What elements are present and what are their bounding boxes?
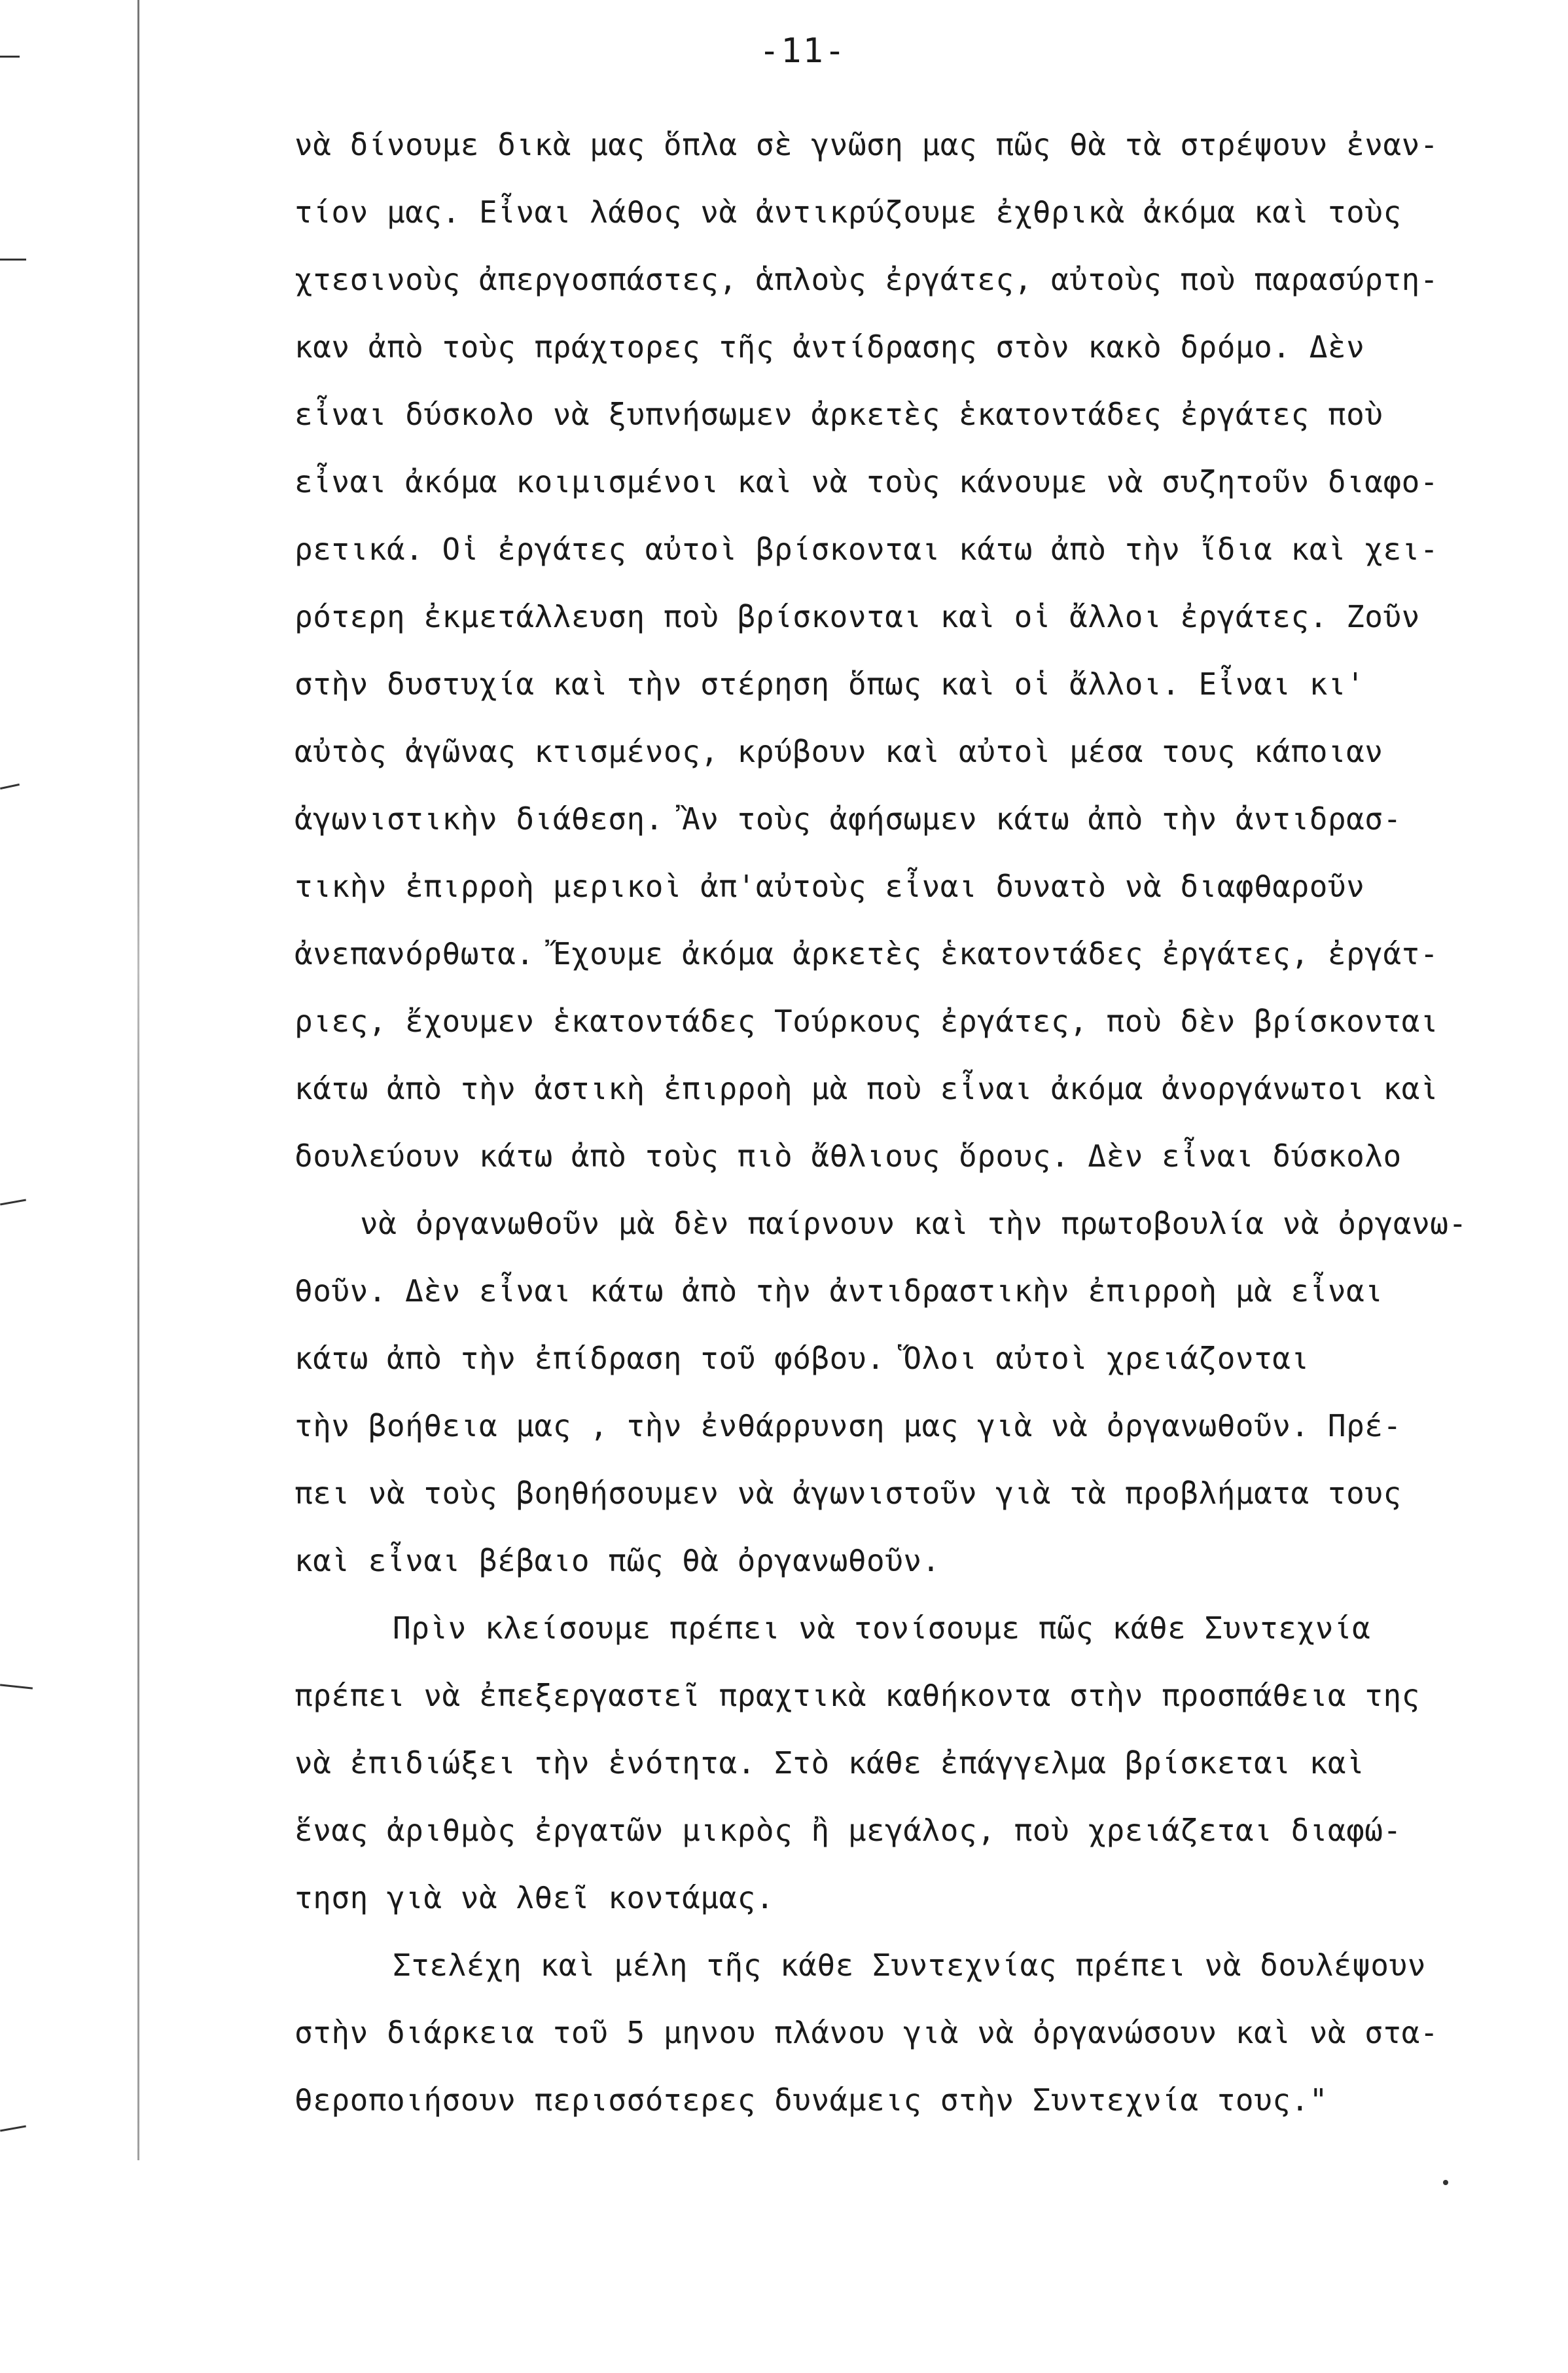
text-line: ἀνεπανόρθωτα. Ἔχουμε ἀκόμα ἀρκετὲς ἑκατοντάδες ἐργάτες, ἐργάτ- bbox=[294, 936, 1439, 971]
text-line: νὰ ἐπιδιώξει τὴν ἑνότητα. Στὸ κάθε ἐπάγγελμα βρίσκεται καὶ bbox=[294, 1745, 1365, 1781]
text-line: καὶ εἶναι βέβαιο πῶς θὰ ὀργανωθοῦν. bbox=[294, 1543, 940, 1578]
text-line: εἶναι δύσκολο νὰ ξυπνήσωμεν ἀρκετὲς ἑκατοντάδες ἐργάτες ποὺ bbox=[294, 397, 1383, 432]
text-line: χτεσινοὺς ἀπεργοσπάστες, ἁπλοὺς ἐργάτες, αὐτοὺς ποὺ παρασύρτη- bbox=[294, 262, 1439, 297]
binding-margin-line bbox=[137, 0, 139, 2160]
text-line: στὴν διάρκεια τοῦ 5 μηνου πλάνου γιὰ νὰ ὀργανώσουν καὶ νὰ στα- bbox=[294, 2015, 1439, 2050]
text-line: νὰ ὀργανωθοῦν μὰ δὲν παίρνουν καὶ τὴν πρωτοβουλία νὰ ὀργανω- bbox=[360, 1206, 1467, 1241]
margin-mark bbox=[0, 784, 20, 789]
text-line: καν ἀπὸ τοὺς πράχτορες τῆς ἀντίδρασης στὸν κακὸ δρόμο. Δὲν bbox=[294, 329, 1365, 365]
text-line: νὰ δίνουμε δικὰ μας ὅπλα σὲ γνῶση μας πῶς θὰ τὰ στρέψουν ἐναν- bbox=[294, 127, 1439, 162]
text-line: τηση γιὰ νὰ λθεῖ κοντάμας. bbox=[294, 1880, 775, 1915]
text-line: τικὴν ἐπιρροὴ μερικοὶ ἀπ'αὐτοὺς εἶναι δυνατὸ νὰ διαφθαροῦν bbox=[294, 869, 1365, 904]
text-line: αὐτὸς ἀγῶνας κτισμένος, κρύβουν καὶ αὐτοὶ μέσα τους κάποιαν bbox=[294, 734, 1383, 769]
margin-mark bbox=[0, 1684, 33, 1689]
text-line: ἕνας ἀριθμὸς ἐργατῶν μικρὸς ἢ μεγάλος, ποὺ χρειάζεται διαφώ- bbox=[294, 1813, 1402, 1848]
text-line: πρέπει νὰ ἐπεξεργαστεῖ πραχτικὰ καθήκοντα στὴν προσπάθεια της bbox=[294, 1678, 1420, 1713]
text-line: δουλεύουν κάτω ἀπὸ τοὺς πιὸ ἄθλιους ὅρους. Δὲν εἶναι δύσκολο bbox=[294, 1138, 1402, 1174]
text-line: θεροποιήσουν περισσότερες δυνάμεις στὴν Συντεχνία τους." bbox=[294, 2082, 1328, 2118]
page-number: -11- bbox=[759, 31, 847, 71]
margin-mark bbox=[0, 56, 20, 58]
margin-mark bbox=[0, 1199, 26, 1206]
text-line: κάτω ἀπὸ τὴν ἀστικὴ ἐπιρροὴ μὰ ποὺ εἶναι ἀκόμα ἀνοργάνωτοι καὶ bbox=[294, 1071, 1439, 1106]
text-line: στὴν δυστυχία καὶ τὴν στέρηση ὅπως καὶ οἱ ἄλλοι. Εἶναι κι' bbox=[294, 666, 1365, 702]
text-line: πει νὰ τοὺς βοηθήσουμεν νὰ ἀγωνιστοῦν γιὰ τὰ προβλήματα τους bbox=[294, 1476, 1402, 1511]
paragraph-first-line: Στελέχη καὶ μέλη τῆς κάθε Συντεχνίας πρέπει νὰ δουλέψουν bbox=[393, 1947, 1426, 1983]
text-line: ρότερη ἐκμετάλλευση ποὺ βρίσκονται καὶ οἱ ἄλλοι ἐργάτες. Ζοῦν bbox=[294, 599, 1420, 634]
text-line: ἀγωνιστικὴν διάθεση. Ἂν τοὺς ἀφήσωμεν κάτω ἀπὸ τὴν ἀντιδρασ- bbox=[294, 801, 1402, 837]
text-line: ριες, ἔχουμεν ἑκατοντάδες Τούρκους ἐργάτες, ποὺ δὲν βρίσκονται bbox=[294, 1004, 1439, 1039]
margin-mark bbox=[0, 2126, 26, 2132]
text-line: εἶναι ἀκόμα κοιμισμένοι καὶ νὰ τοὺς κάνουμε νὰ συζητοῦν διαφο- bbox=[294, 464, 1439, 499]
margin-mark bbox=[0, 259, 26, 261]
text-line: τίον μας. Εἶναι λάθος νὰ ἀντικρύζουμε ἐχθρικὰ ἀκόμα καὶ τοὺς bbox=[294, 194, 1402, 230]
text-line: τὴν βοήθεια μας , τὴν ἐνθάρρυνση μας γιὰ νὰ ὀργανωθοῦν. Πρέ- bbox=[294, 1408, 1402, 1443]
text-line: ρετικά. Οἱ ἐργάτες αὐτοὶ βρίσκονται κάτω ἀπὸ τὴν ἴδια καὶ χει- bbox=[294, 532, 1439, 567]
text-line: θοῦν. Δὲν εἶναι κάτω ἀπὸ τὴν ἀντιδραστικὴν ἐπιρροὴ μὰ εἶναι bbox=[294, 1273, 1383, 1309]
paragraph-first-line: Πρὶν κλείσουμε πρέπει νὰ τονίσουμε πῶς κάθε Συντεχνία bbox=[393, 1610, 1371, 1646]
stray-ink-dot bbox=[1443, 2180, 1448, 2185]
text-line: κάτω ἀπὸ τὴν ἐπίδραση τοῦ φόβου. Ὅλοι αὐτοὶ χρειάζονται bbox=[294, 1341, 1310, 1376]
document-body bbox=[294, 111, 1538, 2134]
